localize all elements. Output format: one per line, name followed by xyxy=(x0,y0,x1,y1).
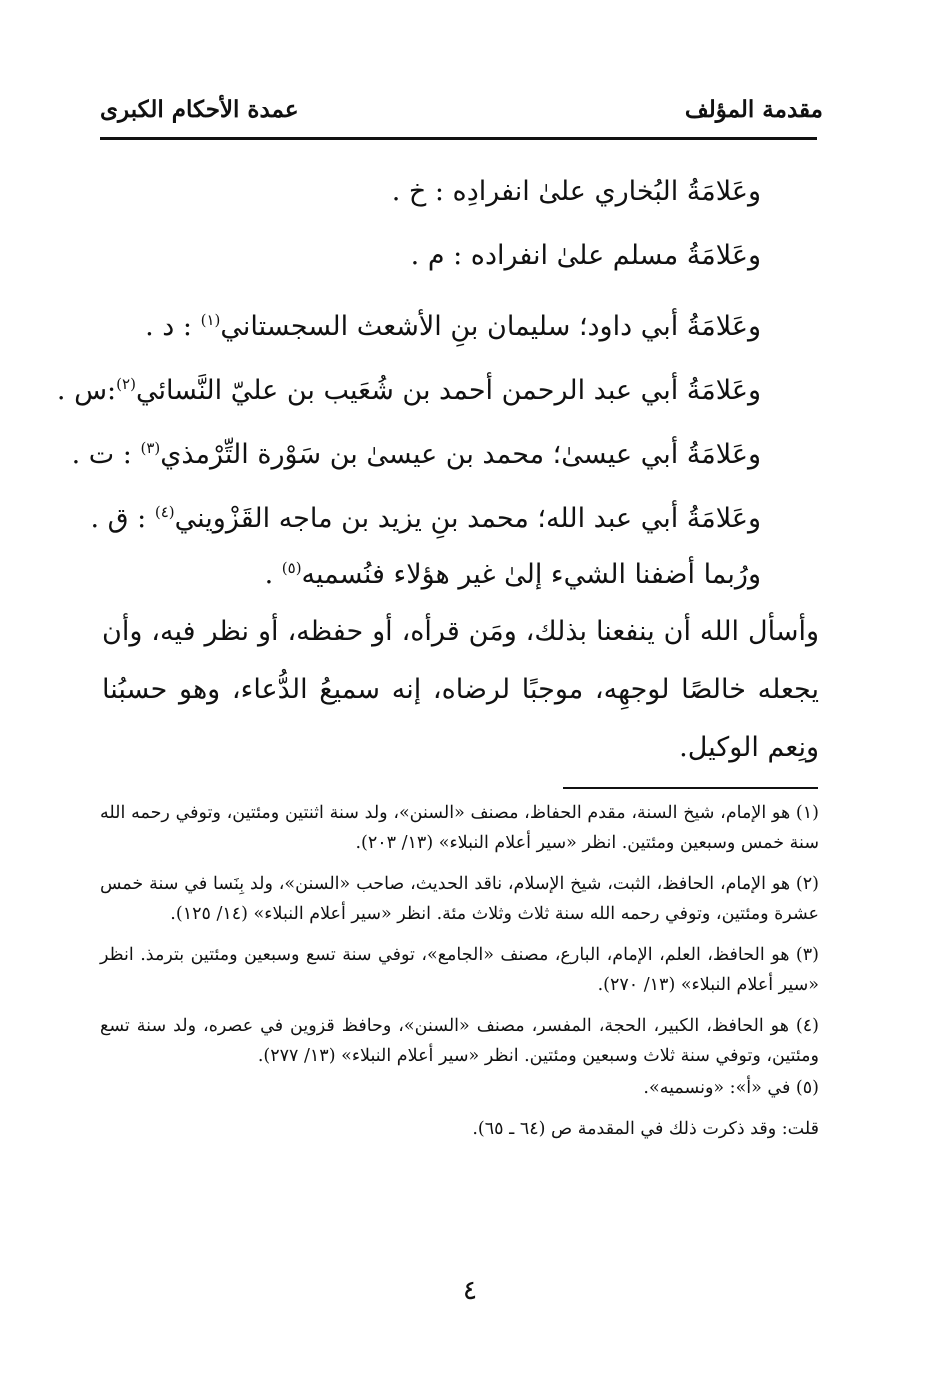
book-title: عمدة الأحكام الكبرى xyxy=(100,96,299,123)
footnote-ref: (٣) xyxy=(140,439,161,457)
footnote-5: (٥) في «أ»: «ونسميه». xyxy=(643,1078,819,1098)
symbol-line-bukhari: وعَلامَةُ البُخاري علىٰ انفرادِه : خ . xyxy=(391,176,761,207)
line-text: وعَلامَةُ أبي عبد الله؛ محمد بنِ يزيد بن ماجه القَزْويني xyxy=(174,503,761,534)
line-text: ورُبما أضفنا الشيء إلىٰ غير هؤلاء فنُسميه xyxy=(301,559,761,590)
line-text: وعَلامَةُ أبي عيسىٰ؛ محمد بن عيسىٰ بن سَوْرة التِّرْمذي xyxy=(160,439,761,470)
page-number: ٤ xyxy=(462,1275,478,1306)
footnote-ref: (٥) xyxy=(281,559,302,577)
footnote-note: قلت: وقد ذكرت ذلك في المقدمة ص (٦٤ ـ ٦٥). xyxy=(472,1119,819,1139)
footnote-4: (٤) هو الحافظ، الكبير، الحجة، المفسر، مصنف «السنن»، وحافظ قزوين في عصره، ولد سنة تسع ومئتين، وتوفي سنة ثلاث وسبعين ومئتين. انظر «سير أعلام النبلاء» (١٣/ ٢٧٧). xyxy=(100,1016,819,1066)
footnote-separator xyxy=(563,787,818,789)
symbol-line-abu-dawud xyxy=(145,296,761,344)
symbol-mark: : ق . xyxy=(90,503,147,534)
header-rule xyxy=(100,137,817,140)
footnote-1: (١) هو الإمام، شيخ السنة، مقدم الحفاظ، مصنف «السنن»، ولد سنة اثنتين ومئتين، وتوفي رحمه الله سنة خمس وسبعين ومئتين. انظر «سير أعلام النبلاء» (١٣/ ٢٠٣). xyxy=(100,803,819,853)
footnote-3: (٣) هو الحافظ، العلم، الإمام، البارع، مصنف «الجامع»، توفي سنة تسع وسبعين ومئتين بترمذ. انظر «سير أعلام النبلاء» (١٣/ ٢٧٠). xyxy=(100,945,819,995)
line-text: وعَلامَةُ أبي عبد الرحمن أحمد بن شُعَيب بن عليّ النَّسائي xyxy=(135,375,761,406)
symbol-mark: : د . xyxy=(145,311,193,342)
section-title: مقدمة المؤلف xyxy=(684,96,823,123)
line-text: وعَلامَةُ أبي داود؛ سليمان بنِ الأشعث السجستاني xyxy=(220,311,761,342)
footnote-ref: (١) xyxy=(200,311,221,329)
footnote-ref: (٢) xyxy=(116,375,136,393)
line-end: . xyxy=(264,559,274,590)
footnote-ref: (٤) xyxy=(154,503,175,521)
symbol-line-nasai xyxy=(57,360,761,408)
footnotes xyxy=(100,798,819,1155)
footnote-2: (٢) هو الإمام، الحافظ، الثبت، شيخ الإسلام، ناقد الحديث، صاحب «السنن»، ولد بِنَسا في سنة خمس عشرة ومئتين، وتوفي رحمه الله سنة ثلاث وثلاث مئة. انظر «سير أعلام النبلاء» (١٤/ ١٢٥). xyxy=(100,874,819,924)
closing-paragraph: وأسأل الله أن ينفعنا بذلك، ومَن قرأه، أو حفظه، أو نظر فيه، وأن يجعله خالصًا لوجهِه، موجبًا لرضاه، إنه سميعُ الدُّعاء، وهو حسبُنا ونِعم الوكيل. xyxy=(102,616,819,763)
symbol-line-tirmidhi xyxy=(72,424,761,472)
symbol-line-others xyxy=(265,544,761,592)
symbol-line-ibn-majah xyxy=(90,488,761,536)
symbol-mark: : ت . xyxy=(71,439,132,470)
symbol-line-muslim: وعَلامَةُ مسلم علىٰ انفراده : م . xyxy=(410,240,761,271)
symbol-mark: :س . xyxy=(56,375,117,406)
